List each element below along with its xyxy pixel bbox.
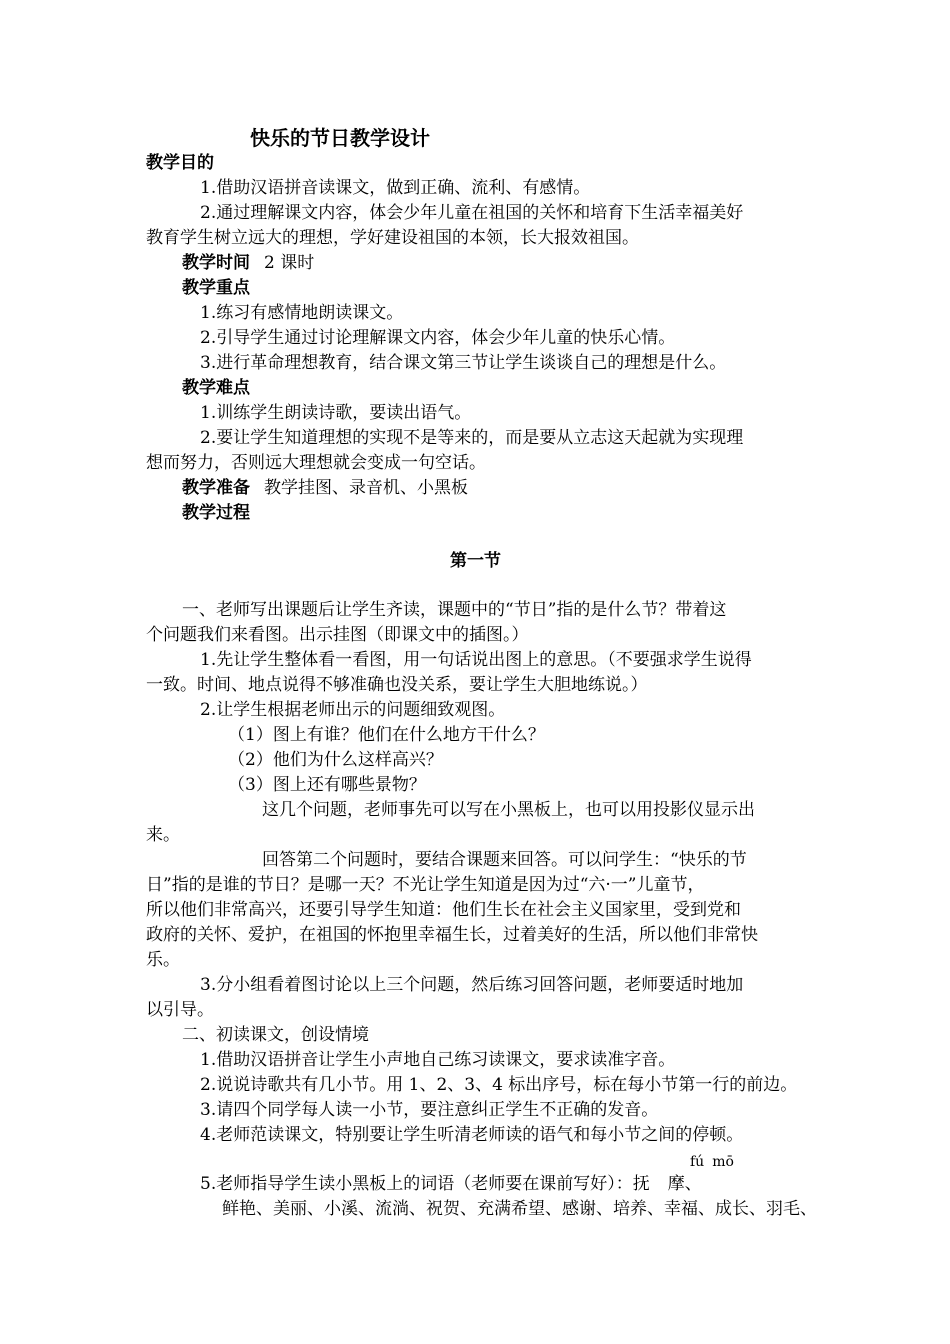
- part2-heading: 二、初读课文，创设情境: [182, 1025, 369, 1045]
- process-heading: 教学过程: [182, 503, 250, 523]
- key-point-item-2: 2.引导学生通过讨论理解课文内容，体会少年儿童的快乐心情。: [200, 328, 676, 348]
- difficulty-item-2-line-2: 想而努力，否则远大理想就会变成一句空话。: [146, 453, 486, 473]
- objectives-heading: 教学目的: [146, 153, 214, 173]
- key-points-heading: 教学重点: [182, 278, 250, 298]
- note-2-line-2: 日”指的是谁的节日？是哪一天？不光让学生知道是因为过“六·一”儿童节，: [146, 875, 705, 895]
- question-3: （3）图上还有哪些景物？: [228, 775, 426, 795]
- difficulty-item-2-line-1: 2.要让学生知道理想的实现不是等来的，而是要从立志这天起就为实现理: [200, 428, 744, 448]
- teaching-preparation: [182, 476, 468, 500]
- key-point-item-1: 1.练习有感情地朗读课文。: [200, 303, 404, 323]
- question-2: （2）他们为什么这样高兴？: [228, 750, 443, 770]
- word-fu: 抚: [632, 1174, 650, 1194]
- part1-intro-line-2: 个问题我们来看图。出示挂图（即课文中的插图。）: [146, 625, 529, 645]
- note-1-line-1: 这几个问题，老师事先可以写在小黑板上，也可以用投影仪显示出: [262, 800, 755, 820]
- note-1-line-2: 来。: [146, 825, 180, 845]
- objective-item-1: 1.借助汉语拼音读课文，做到正确、流利、有感情。: [200, 178, 591, 198]
- part2-item-5-text: 5.老师指导学生读小黑板上的词语（老师要在课前写好）：: [200, 1174, 633, 1194]
- key-point-item-3: 3.进行革命理想教育，结合课文第三节让学生谈谈自己的理想是什么。: [200, 353, 727, 373]
- part2-item-3: 3.请四个同学每人读一小节，要注意纠正学生不正确的发音。: [200, 1100, 659, 1120]
- preparation-value: 教学挂图、录音机、小黑板: [264, 478, 468, 498]
- difficulties-heading: 教学难点: [182, 378, 250, 398]
- part2-words-line-2: 鲜艳、美丽、小溪、流淌、祝贺、充满希望、感谢、培养、幸福、成长、羽毛、: [222, 1199, 817, 1219]
- note-2-line-4: 政府的关怀、爱护，在祖国的怀抱里幸福生长，过着美好的生活，所以他们非常快: [146, 925, 758, 945]
- teaching-time-label: 教学时间: [182, 253, 250, 273]
- part2-item-5: [200, 1172, 702, 1196]
- preparation-label: 教学准备: [182, 478, 250, 498]
- part1-step1-line-1: 1.先让学生整体看一看图，用一句话说出图上的意思。（不要强求学生说得: [200, 650, 752, 670]
- part2-item-2: 2.说说诗歌共有几小节。用 1、2、3、4 标出序号，标在每小节第一行的前边。: [200, 1075, 798, 1095]
- objective-item-2-line-2: 教育学生树立远大的理想，学好建设祖国的本领，长大报效祖国。: [146, 228, 639, 248]
- part1-step1-line-2: 一致。时间、地点说得不够准确也没关系，要让学生大胆地练说。）: [146, 675, 648, 695]
- teaching-time: [182, 251, 314, 275]
- note-2-line-1: 回答第二个问题时，要结合课题来回答。可以问学生：“快乐的节: [262, 850, 747, 870]
- part2-item-4: 4.老师范读课文，特别要让学生听清老师读的语气和每小节之间的停顿。: [200, 1125, 744, 1145]
- objective-item-2-line-1: 2.通过理解课文内容，体会少年儿童在祖国的关怀和培育下生活幸福美好: [200, 203, 744, 223]
- word-mo: 摩、: [667, 1174, 702, 1194]
- note-2-line-5: 乐。: [146, 950, 180, 970]
- part1-intro-line-1: 一、老师写出课题后让学生齐读，课题中的“节日”指的是什么节？带着这: [182, 600, 727, 620]
- part2-item-1: 1.借助汉语拼音让学生小声地自己练习读课文，要求读准字音。: [200, 1050, 676, 1070]
- note-2-line-3: 所以他们非常高兴，还要引导学生知道：他们生长在社会主义国家里，受到党和: [146, 900, 741, 920]
- question-1: （1）图上有谁？他们在什么地方干什么？: [228, 725, 545, 745]
- part1-step3-line-2: 以引导。: [146, 1000, 214, 1020]
- part1-step2: 2.让学生根据老师出示的问题细致观图。: [200, 700, 506, 720]
- difficulty-item-1: 1.训练学生朗读诗歌，要读出语气。: [200, 403, 472, 423]
- teaching-time-value: 2 课时: [264, 253, 315, 273]
- pinyin-fu: fú: [690, 1154, 705, 1170]
- section-title: 第一节: [450, 551, 501, 571]
- document-title: 快乐的节日教学设计: [250, 126, 430, 150]
- pinyin-annotation: [690, 1150, 734, 1174]
- part1-step3-line-1: 3.分小组看着图讨论以上三个问题，然后练习回答问题，老师要适时地加: [200, 975, 744, 995]
- pinyin-mo: mō: [712, 1154, 734, 1170]
